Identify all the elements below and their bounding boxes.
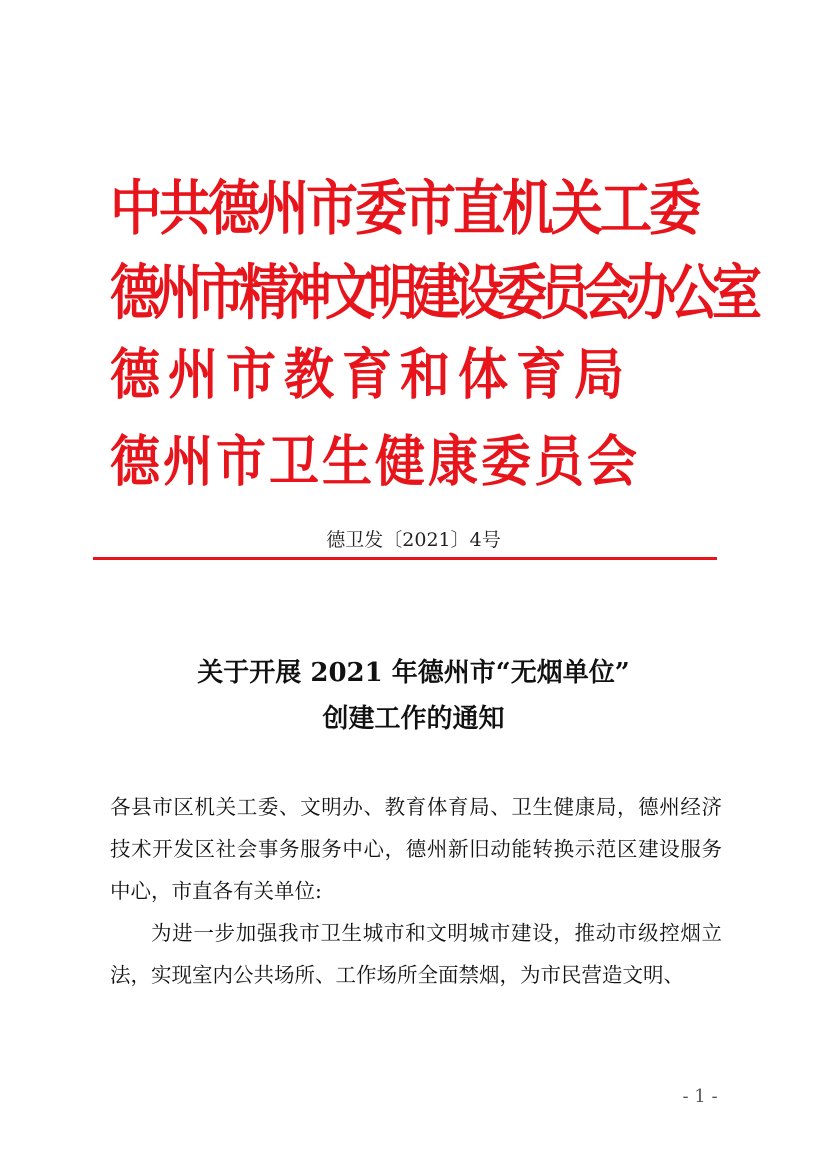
- page-number: - 1 -: [682, 1086, 718, 1107]
- notice-title-line-2: 创建工作的通知: [322, 704, 505, 734]
- issuer-line-1: 中共德州市委市直机关工委: [110, 174, 699, 244]
- salutation-paragraph: 各县市区机关工委、文明办、教育体育局、卫生健康局，德州经济技术开发区社会事务服务中心，德州新旧动能转换示范区建设服务中心，市直各有关单位:: [110, 795, 722, 903]
- issuer-line-3: 德州市教育和体育局: [110, 343, 632, 407]
- body-paragraph: 为进一步加强我市卫生城市和文明城市建设，推动市级控烟立法，实现室内公共场所、工作场所全面禁烟，为市民营造文明、: [110, 921, 722, 987]
- notice-title-line-1: 关于开展 2021 年德州市“无烟单位”: [197, 658, 630, 688]
- issuer-line-4: 德州市卫生健康委员会: [110, 430, 640, 494]
- red-divider-line: [93, 557, 717, 560]
- document-number: 德卫发〔2021〕4号: [326, 529, 501, 551]
- issuer-line-2: 德州市精神文明建设委员会办公室: [110, 258, 755, 328]
